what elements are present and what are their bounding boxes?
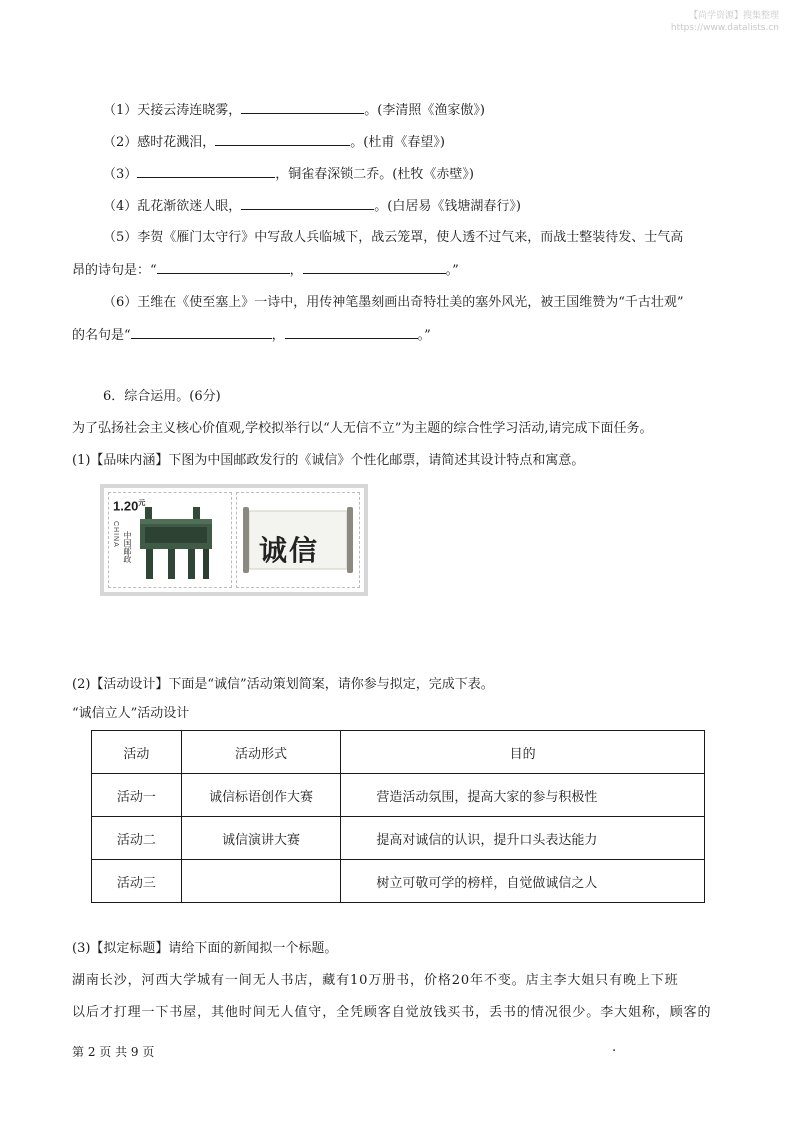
q5-line1: （5）李贺《雁门太守行》中写敌人兵临城下，战云笼罩，使人透不过气来，而战士整装待发、士气高 — [103, 230, 684, 245]
table-cell: 营造活动氛围，提高大家的参与积极性 — [341, 774, 705, 817]
q5-post: 。” — [445, 263, 459, 278]
answer-blank[interactable] — [241, 197, 374, 210]
answer-blank[interactable] — [215, 133, 350, 146]
poem-line-2 — [103, 133, 445, 152]
table-cell: 树立可敬可学的榜样，自觉做诚信之人 — [341, 860, 705, 903]
q5-mid: ， — [289, 263, 303, 278]
answer-cell[interactable] — [181, 860, 341, 903]
watermark-line2: https://www.datalists.cn — [670, 23, 779, 33]
answer-blank[interactable] — [131, 326, 272, 339]
poem-post: 。(李清照《渔家傲》) — [364, 103, 485, 118]
answer-blank[interactable] — [157, 261, 290, 274]
answer-blank[interactable] — [241, 101, 364, 114]
task-3: (3)【拟定标题】请给下面的新闻拟一个标题。 — [72, 941, 338, 956]
q6-mid: ， — [271, 328, 285, 343]
answer-blank[interactable] — [285, 326, 418, 339]
section-intro: 为了弘扬社会主义核心价值观,学校拟举行以“人无信不立”为主题的综合性学习活动,请完成下面任务。 — [72, 421, 653, 436]
table-cell: 活动一 — [92, 774, 182, 817]
q6-post: 。” — [417, 328, 431, 343]
table-caption: “诚信立人”活动设计 — [72, 706, 190, 721]
q5-line2 — [72, 261, 459, 280]
news-line-2: 以后才打理一下书屋，其他时间无人值守，全凭顾客自觉放钱买书，丢书的情况很少。李大姐称，顾客的 — [72, 1005, 712, 1020]
poem-post: 。(杜甫《春望》) — [350, 135, 445, 150]
table-header-row — [92, 731, 705, 774]
bronze-ding-icon — [133, 505, 229, 585]
table-row — [92, 817, 705, 860]
stamp-denomination: 1.20 — [113, 498, 139, 514]
table-row — [92, 774, 705, 817]
answer-blank[interactable] — [137, 165, 275, 178]
poem-line-4 — [103, 197, 521, 216]
answer-blank[interactable] — [303, 261, 446, 274]
stamp-right-panel — [236, 492, 360, 588]
poem-post: 。(白居易《钱塘湖春行》) — [374, 199, 521, 214]
q6-pre: 的名句是“ — [72, 328, 131, 343]
poem-post: ，铜雀春深锁二乔。(杜牧《赤壁》) — [275, 167, 474, 182]
news-line-1: 湖南长沙，河西大学城有一间无人书店，藏有10万册书，价格20年不变。店主李大姐只有晚上下班 — [72, 973, 679, 988]
table-header-cell: 活动形式 — [181, 731, 341, 774]
poem-pre: （3） — [103, 167, 138, 182]
q6-line1: （6）王维在《使至塞上》一诗中，用传神笔墨刻画出奇特壮美的塞外风光，被王国维赞为“千古壮观” — [103, 295, 684, 310]
stamp-country: CHINA — [112, 521, 119, 548]
table-row — [92, 860, 705, 903]
task-2: (2)【活动设计】下面是“诚信”活动策划简案，请你参与拟定，完成下表。 — [72, 677, 494, 692]
section-title: 6．综合运用。(6分) — [103, 389, 221, 404]
poem-line-1 — [103, 101, 485, 120]
watermark — [671, 10, 779, 34]
q6-line2 — [72, 326, 431, 345]
stamp-image — [100, 484, 368, 596]
task-1: (1)【品味内涵】下图为中国邮政发行的《诚信》个性化邮票，请简述其设计特点和寓意。 — [72, 453, 585, 468]
watermark-line1: 【尚学资源】搜集整理 — [688, 11, 779, 21]
table-cell: 诚信演讲大赛 — [181, 817, 341, 860]
activity-table — [91, 730, 705, 903]
table-cell: 活动二 — [92, 817, 182, 860]
stamp-left-panel — [108, 492, 232, 588]
footer-dot: . — [612, 1040, 617, 1055]
page-number: 第 2 页 共 9 页 — [72, 1045, 155, 1059]
stamp-denomination-unit: 元 — [138, 500, 146, 507]
table-header-cell: 活动 — [92, 731, 182, 774]
poem-pre: （2）感时花溅泪， — [103, 135, 216, 150]
table-header-cell: 目的 — [341, 731, 705, 774]
table-cell: 提高对诚信的认识，提升口头表达能力 — [341, 817, 705, 860]
poem-line-3 — [103, 165, 474, 184]
stamp-post-name: 中国邮政 — [123, 531, 132, 563]
q5-pre: 昂的诗句是：“ — [72, 263, 157, 278]
table-cell: 活动三 — [92, 860, 182, 903]
poem-pre: （4）乱花渐欲迷人眼， — [103, 199, 242, 214]
table-cell: 诚信标语创作大赛 — [181, 774, 341, 817]
stamp-scroll-text: 诚信 — [259, 534, 320, 567]
poem-pre: （1）天接云涛连晓雾， — [103, 103, 242, 118]
